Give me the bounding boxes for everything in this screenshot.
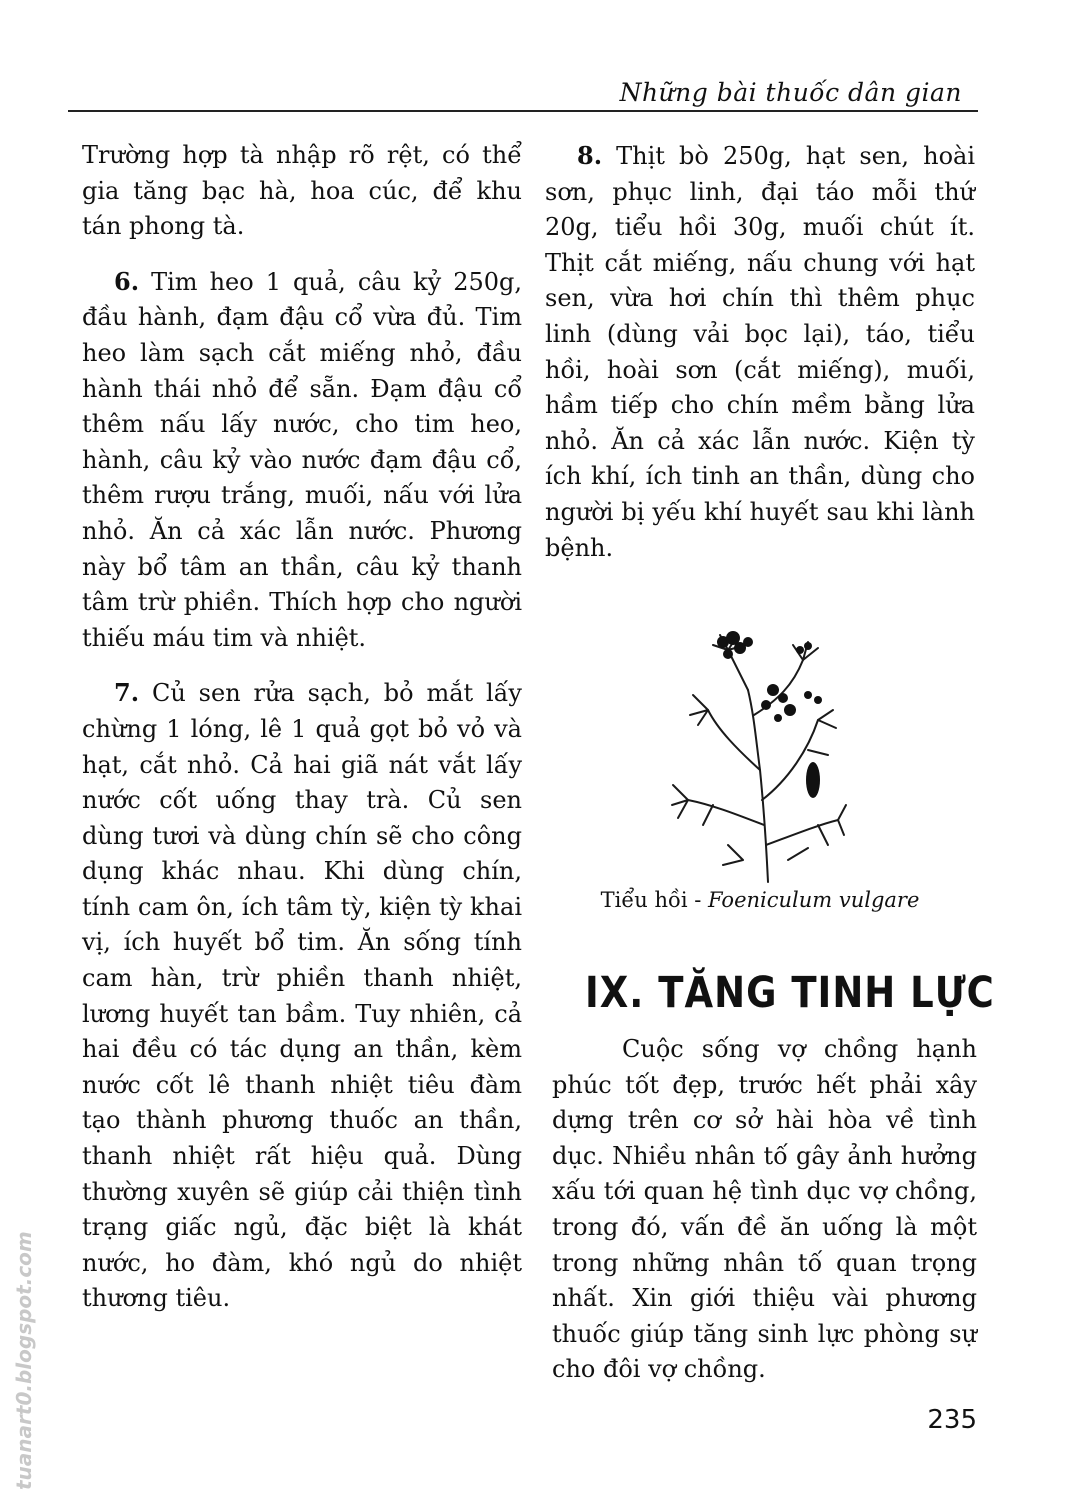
caption-common-name: Tiểu hồi - [600,888,708,912]
section-heading: IX. TĂNG TINH LỰC [585,968,995,1018]
left-column [82,138,522,1317]
running-header: Những bài thuốc dân gian [619,78,962,107]
recipe-7-paragraph [82,675,522,1317]
right-column [545,138,975,566]
recipe-8-text: Thịt bò 250g, hạt sen, hoài sơn, phục linh, đại táo mỗi thứ 20g, tiểu hồi 30g, muối chút ít. Thịt cắt miếng, nấu chung với hạt sen, vừa hơi chín thì thêm phục linh (dùng vải bọc lại), táo, tiểu hồi, hoài sơn (cắt miếng), muối, hầm tiếp cho chín mềm bằng lửa nhỏ. Ăn cả xác lẫn nước. Kiện tỳ ích khí, ích tinh an thần, dùng cho người bị yếu khí huyết sau khi lành bệnh. [545,142,975,562]
section-paragraph: Cuộc sống vợ chồng hạnh phúc tốt đẹp, trước hết phải xây dựng trên cơ sở hài hòa về tình dục. Nhiều nhân tố gây ảnh hưởng xấu tới quan hệ tình dục vợ chồng, trong đó, vấn đề ăn uống là một trong những nhân tố quan trọng nhất. Xin giới thiệu vài phương thuốc giúp tăng sinh lực phòng sự cho đôi vợ chồng. [552,1035,977,1384]
section-body [552,1032,977,1388]
header-rule [68,110,978,112]
caption-latin-name: Foeniculum vulgare [708,888,920,912]
recipe-7-text: Củ sen rửa sạch, bỏ mắt lấy chừng 1 lóng, lê 1 quả gọt bỏ vỏ và hạt, cắt nhỏ. Cả hai giã nát vắt lấy nước cốt uống thay trà. Củ sen dùng tươi và dùng chín sẽ cho công dụng khác nhau. Khi dùng chín, tính cam ôn, ích tâm tỳ, kiện tỳ khai vị, ích huyết bổ tim. Ăn sống tính cam hàn, trừ phiền thanh nhiệt, lương huyết tan bầm. Tuy nhiên, cả hai đều có tác dụng an thần, kèm nước cốt lê thanh nhiệt tiêu đàm tạo thành phương thuốc an thần, thanh nhiệt rất hiệu quả. Dùng thường xuyên sẽ giúp cải thiện tình trạng giấc ngủ, đặc biệt là khát nước, ho đàm, khó ngủ do nhiệt thương tiêu. [82,679,522,1313]
recipe-8-number: 8. [577,141,603,170]
recipe-6-number: 6. [114,266,140,296]
illustration-caption [545,888,975,912]
recipe-8-paragraph [545,138,975,566]
watermark: tuanart0.blogspot.com [12,1231,36,1490]
page-number: 235 [927,1405,977,1435]
intro-paragraph: Trường hợp tà nhập rõ rệt, có thể gia tăng bạc hà, hoa cúc, để khu tán phong tà. [82,141,522,241]
recipe-6-text: Tim heo 1 quả, câu kỷ 250g, đầu hành, đạm đậu cổ vừa đủ. Tim heo làm sạch cắt miếng nhỏ, đầu hành thái nhỏ để sẵn. Đạm đậu cổ thêm nấu lấy nước, cho tim heo, hành, câu kỷ vào nước đạm đậu cổ, thêm rượu trắng, muối, nấu với lửa nhỏ. Ăn cả xác lẫn nước. Phương này bổ tâm an thần, câu kỷ thanh tâm trừ phiền. Thích hợp cho người thiếu máu tim và nhiệt. [82,267,522,652]
fennel-plant-illustration [668,620,848,885]
recipe-6-paragraph [82,264,522,657]
recipe-7-number: 7. [114,678,140,708]
